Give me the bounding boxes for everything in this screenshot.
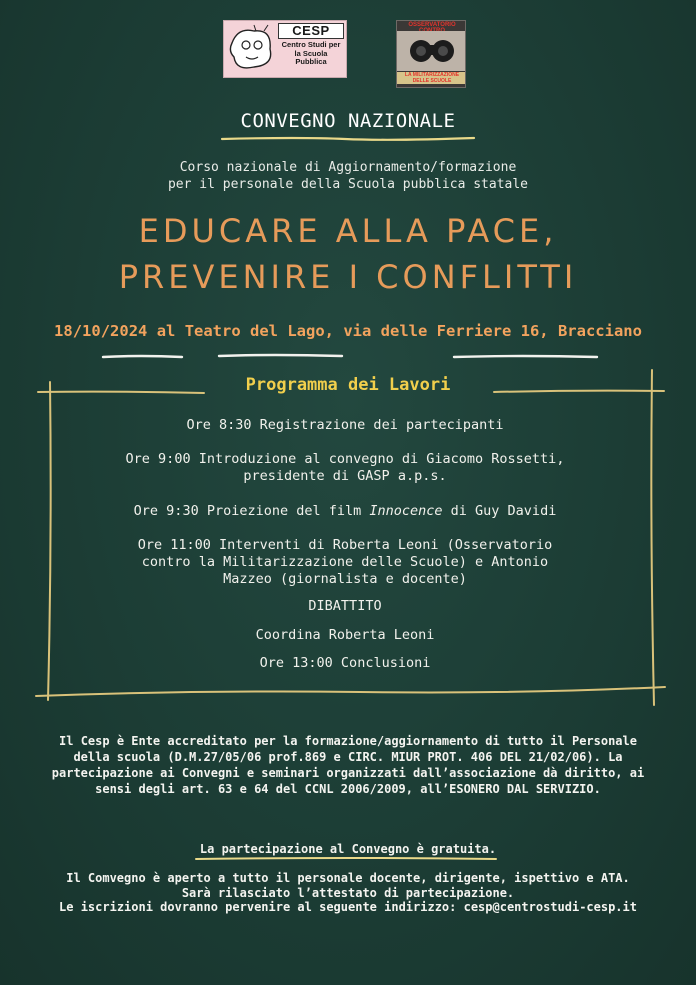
conference-type: CONVEGNO NAZIONALE	[240, 110, 456, 132]
programme-title: Programma dei Lavori	[245, 375, 451, 395]
info-line-1: Il Comvegno è aperto a tutto il personale docente, dirigente, ispettivo e ATA.	[66, 871, 630, 885]
cesp-logo-name: CESP	[278, 23, 344, 39]
programme-item-introduction-line-2: presidente di GASP a.p.s.	[243, 468, 447, 484]
programme-item-speeches-line-2: contro la Militarizzazione delle Scuole) e Antonio	[141, 554, 549, 570]
date-dash-middle	[219, 355, 342, 356]
film-title: Innocence	[369, 503, 443, 519]
programme-item-speeches-line-3: Mazzeo (giornalista e docente)	[223, 571, 467, 587]
programme-item-debate: DIBATTITO	[308, 598, 382, 614]
osservatorio-logo	[396, 20, 466, 88]
film-text-pre: Ore 9:30 Proiezione del film	[133, 503, 370, 519]
event-title	[0, 208, 696, 300]
film-text-post: di Guy Davidi	[442, 503, 557, 519]
programme-item-registration: Ore 8:30 Registrazione dei partecipanti	[186, 417, 504, 433]
info-line-2: Sarà rilasciato l’attestato di partecipazione.	[181, 885, 515, 900]
programme-item-film	[70, 503, 620, 520]
binoculars-icon	[397, 31, 466, 71]
accreditation-line-4: sensi degli art. 63 e 64 del CCNL 2006/2009, all’ESONERO DAL SERVIZIO.	[95, 782, 601, 796]
accreditation-line-2: della scuola (D.M.27/05/06 prof.869 e CIRC. MIUR PROT. 406 DEL 21/02/06). La	[73, 750, 623, 764]
programme-item-speeches-line-1: Ore 11:00 Interventi di Roberta Leoni (Osservatorio	[137, 537, 553, 553]
info-line-3: Le iscrizioni dovranno pervenire al seguente indirizzo: cesp@centrostudi-cesp.it	[59, 900, 637, 914]
course-description	[0, 159, 696, 193]
event-date-location: 18/10/2024 al Teatro del Lago, via delle Ferriere 16, Bracciano	[54, 322, 642, 340]
conv-title-underline	[222, 138, 474, 140]
free-participation-notice: La partecipazione al Convegno è gratuita.	[199, 842, 497, 856]
free-notice-underline	[196, 858, 496, 859]
osservatorio-logo-top-text: OSSERVATORIO	[408, 22, 456, 28]
cesp-logo	[223, 20, 347, 78]
programme-item-introduction	[70, 451, 620, 485]
course-line-1: Corso nazionale di Aggiornamento/formazione	[179, 160, 517, 175]
accreditation-notice	[30, 733, 666, 797]
osservatorio-logo-bottom-text: LA MILITARIZZAZIONE DELLE SCUOLE	[397, 72, 466, 84]
event-title-line-1: EDUCARE ALLA PACE,	[138, 212, 558, 250]
accreditation-line-1: Il Cesp è Ente accreditato per la formazione/aggiornamento di tutto il Personale	[59, 734, 637, 748]
programme-item-conclusion: Ore 13:00 Conclusioni	[259, 655, 431, 671]
date-dash-right	[454, 356, 597, 357]
cesp-doodle-icon	[224, 21, 280, 77]
date-dash-left	[103, 356, 182, 357]
event-title-line-2: PREVENIRE I CONFLITTI	[118, 258, 578, 296]
programme-item-introduction-line-1: Ore 9:00 Introduzione al convegno di Giacomo Rossetti,	[125, 451, 565, 467]
cesp-logo-subtitle: Centro Studi per la Scuola Pubblica	[281, 40, 341, 66]
programme-item-speeches	[70, 537, 620, 588]
accreditation-line-3: partecipazione ai Convegni e seminari organizzati dall’associazione dà diritto, ai	[51, 766, 645, 780]
programme-item-coordinator: Coordina Roberta Leoni	[255, 627, 435, 643]
course-line-2: per il personale della Scuola pubblica statale	[167, 177, 529, 192]
participation-info	[0, 871, 696, 915]
